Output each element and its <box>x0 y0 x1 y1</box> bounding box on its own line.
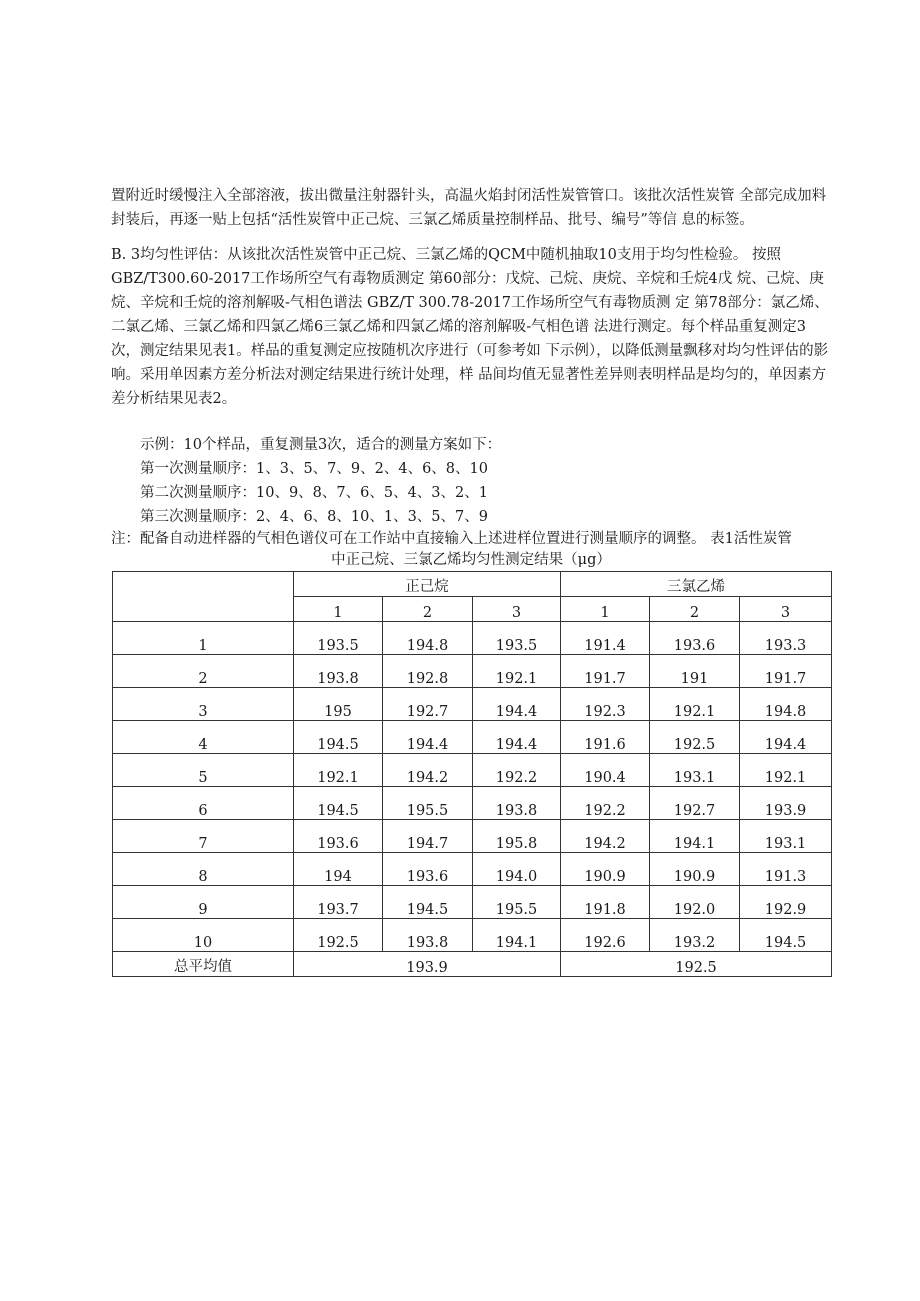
value-cell: 191.4 <box>561 622 650 655</box>
value-cell: 194.4 <box>473 721 561 754</box>
value-cell: 192.1 <box>740 754 832 787</box>
value-cell: 194.8 <box>383 622 473 655</box>
total-label-cell: 总平均值 <box>113 952 294 977</box>
sample-number-cell: 8 <box>113 853 294 886</box>
sample-number-cell: 9 <box>113 886 294 919</box>
sample-number-cell: 6 <box>113 787 294 820</box>
table-row <box>113 688 832 721</box>
sample-number-cell: 3 <box>113 688 294 721</box>
table-row <box>113 721 832 754</box>
example-intro: 示例：10个样品，重复测量3次，适合的测量方案如下： <box>140 437 502 453</box>
rep-header: 2 <box>650 597 740 622</box>
rep-header: 1 <box>561 597 650 622</box>
value-cell: 192.8 <box>383 655 473 688</box>
value-cell: 194.1 <box>473 919 561 952</box>
value-cell: 195.5 <box>473 886 561 919</box>
rep-header: 2 <box>383 597 473 622</box>
header-blank-cell <box>113 572 294 622</box>
note-text: 注：配备自动进样器的气相色谱仪可在工作站中直接输入上述进样位置进行测量顺序的调整。 表1活性炭管 <box>111 531 792 547</box>
value-cell: 190.4 <box>561 754 650 787</box>
paragraph-preparation: 置附近时缓慢注入全部溶液，拔出微量注射器针头，高温火焰封闭活性炭管管口。该批次活性炭管 全部完成加料封装后，再逐一贴上包括“活性炭管中正己烷、三氯乙烯质量控制样品、批号、编号”等信 息的标签。 <box>111 188 827 228</box>
sample-number-cell: 10 <box>113 919 294 952</box>
value-cell: 194.5 <box>383 886 473 919</box>
value-cell: 191.7 <box>561 655 650 688</box>
value-cell: 194.4 <box>740 721 832 754</box>
total-hexane-cell: 193.9 <box>294 952 561 977</box>
value-cell: 191.6 <box>561 721 650 754</box>
table-row <box>113 655 832 688</box>
table-caption: 中正己烷、三氯乙烯均匀性测定结果（μg） <box>331 552 611 568</box>
value-cell: 193.9 <box>740 787 832 820</box>
rep-header: 3 <box>473 597 561 622</box>
value-cell: 192.5 <box>650 721 740 754</box>
value-cell: 190.9 <box>650 853 740 886</box>
value-cell: 192.2 <box>561 787 650 820</box>
value-cell: 192.2 <box>473 754 561 787</box>
table-row <box>113 886 832 919</box>
value-cell: 194.5 <box>740 919 832 952</box>
sample-number-cell: 5 <box>113 754 294 787</box>
value-cell: 193.8 <box>294 655 383 688</box>
sample-number-cell: 4 <box>113 721 294 754</box>
value-cell: 194.5 <box>294 787 383 820</box>
value-cell: 194.0 <box>473 853 561 886</box>
sample-number-cell: 2 <box>113 655 294 688</box>
value-cell: 191.3 <box>740 853 832 886</box>
table-row <box>113 820 832 853</box>
value-cell: 194.4 <box>383 721 473 754</box>
value-cell: 193.6 <box>650 622 740 655</box>
value-cell: 191.8 <box>561 886 650 919</box>
table-row <box>113 853 832 886</box>
rep-header: 1 <box>294 597 383 622</box>
value-cell: 193.1 <box>650 754 740 787</box>
table-row <box>113 622 832 655</box>
value-cell: 193.5 <box>473 622 561 655</box>
value-cell: 193.6 <box>383 853 473 886</box>
value-cell: 192.3 <box>561 688 650 721</box>
value-cell: 194.2 <box>383 754 473 787</box>
value-cell: 192.7 <box>650 787 740 820</box>
value-cell: 192.1 <box>473 655 561 688</box>
value-cell: 192.5 <box>294 919 383 952</box>
value-cell: 190.9 <box>561 853 650 886</box>
header-trichloroethylene: 三氯乙烯 <box>561 572 832 597</box>
rep-header: 3 <box>740 597 832 622</box>
value-cell: 194.7 <box>383 820 473 853</box>
table-row <box>113 787 832 820</box>
value-cell: 192.1 <box>650 688 740 721</box>
value-cell: 193.6 <box>294 820 383 853</box>
value-cell: 191.7 <box>740 655 832 688</box>
value-cell: 195 <box>294 688 383 721</box>
paragraph-homogeneity: B. 3均匀性评估：从该批次活性炭管中正己烷、三氯乙烯的QCM中随机抽取10支用于均匀性检验。 按照GBZ/T300.60-2017工作场所空气有毒物质测定 第60部分：戊烷、己烷、庚烷、辛烷和壬烷4戊 烷、己烷、庚烷、辛烷和壬烷的溶剂解吸-气相色谱法 GBZ/T 300.78-2017工作场所空气有毒物质测 定 第78部分：氯乙烯、二氯乙烯、三氯乙烯和四氯乙烯6三氯乙烯和四氯乙烯的溶剂解吸-气相色谱 法进行测定。每个样品重复测定3次，测定结果见表1。样品的重复测定应按随机次序进行（可参考如 下示例），以降低测量飘移对均匀性评估的影响。采用单因素方差分析法对测定结果进行统计处理，样 品间均值无显著性差异则表明样品是均匀的，单因素方差分析结果见表2。 <box>111 247 829 407</box>
example-third-order: 第三次测量顺序：2、4、6、8、10、1、3、5、7、9 <box>140 509 488 525</box>
value-cell: 192.7 <box>383 688 473 721</box>
homogeneity-table <box>112 571 832 977</box>
value-cell: 192.6 <box>561 919 650 952</box>
value-cell: 194.4 <box>473 688 561 721</box>
example-second-order: 第二次测量顺序：10、9、8、7、6、5、4、3、2、1 <box>140 485 488 501</box>
total-trichloroethylene-cell: 192.5 <box>561 952 832 977</box>
table-row <box>113 919 832 952</box>
value-cell: 193.8 <box>383 919 473 952</box>
value-cell: 193.5 <box>294 622 383 655</box>
value-cell: 195.8 <box>473 820 561 853</box>
value-cell: 194.8 <box>740 688 832 721</box>
value-cell: 194.2 <box>561 820 650 853</box>
sample-number-cell: 7 <box>113 820 294 853</box>
value-cell: 194.1 <box>650 820 740 853</box>
header-hexane: 正己烷 <box>294 572 561 597</box>
value-cell: 193.2 <box>650 919 740 952</box>
table-header-row <box>113 572 832 597</box>
table-row <box>113 754 832 787</box>
total-average-row <box>113 952 832 977</box>
value-cell: 193.3 <box>740 622 832 655</box>
sample-number-cell: 1 <box>113 622 294 655</box>
value-cell: 193.7 <box>294 886 383 919</box>
value-cell: 192.1 <box>294 754 383 787</box>
value-cell: 192.0 <box>650 886 740 919</box>
value-cell: 191 <box>650 655 740 688</box>
value-cell: 193.8 <box>473 787 561 820</box>
value-cell: 194 <box>294 853 383 886</box>
value-cell: 195.5 <box>383 787 473 820</box>
value-cell: 194.5 <box>294 721 383 754</box>
value-cell: 193.1 <box>740 820 832 853</box>
example-first-order: 第一次测量顺序：1、3、5、7、9、2、4、6、8、10 <box>140 461 488 477</box>
value-cell: 192.9 <box>740 886 832 919</box>
